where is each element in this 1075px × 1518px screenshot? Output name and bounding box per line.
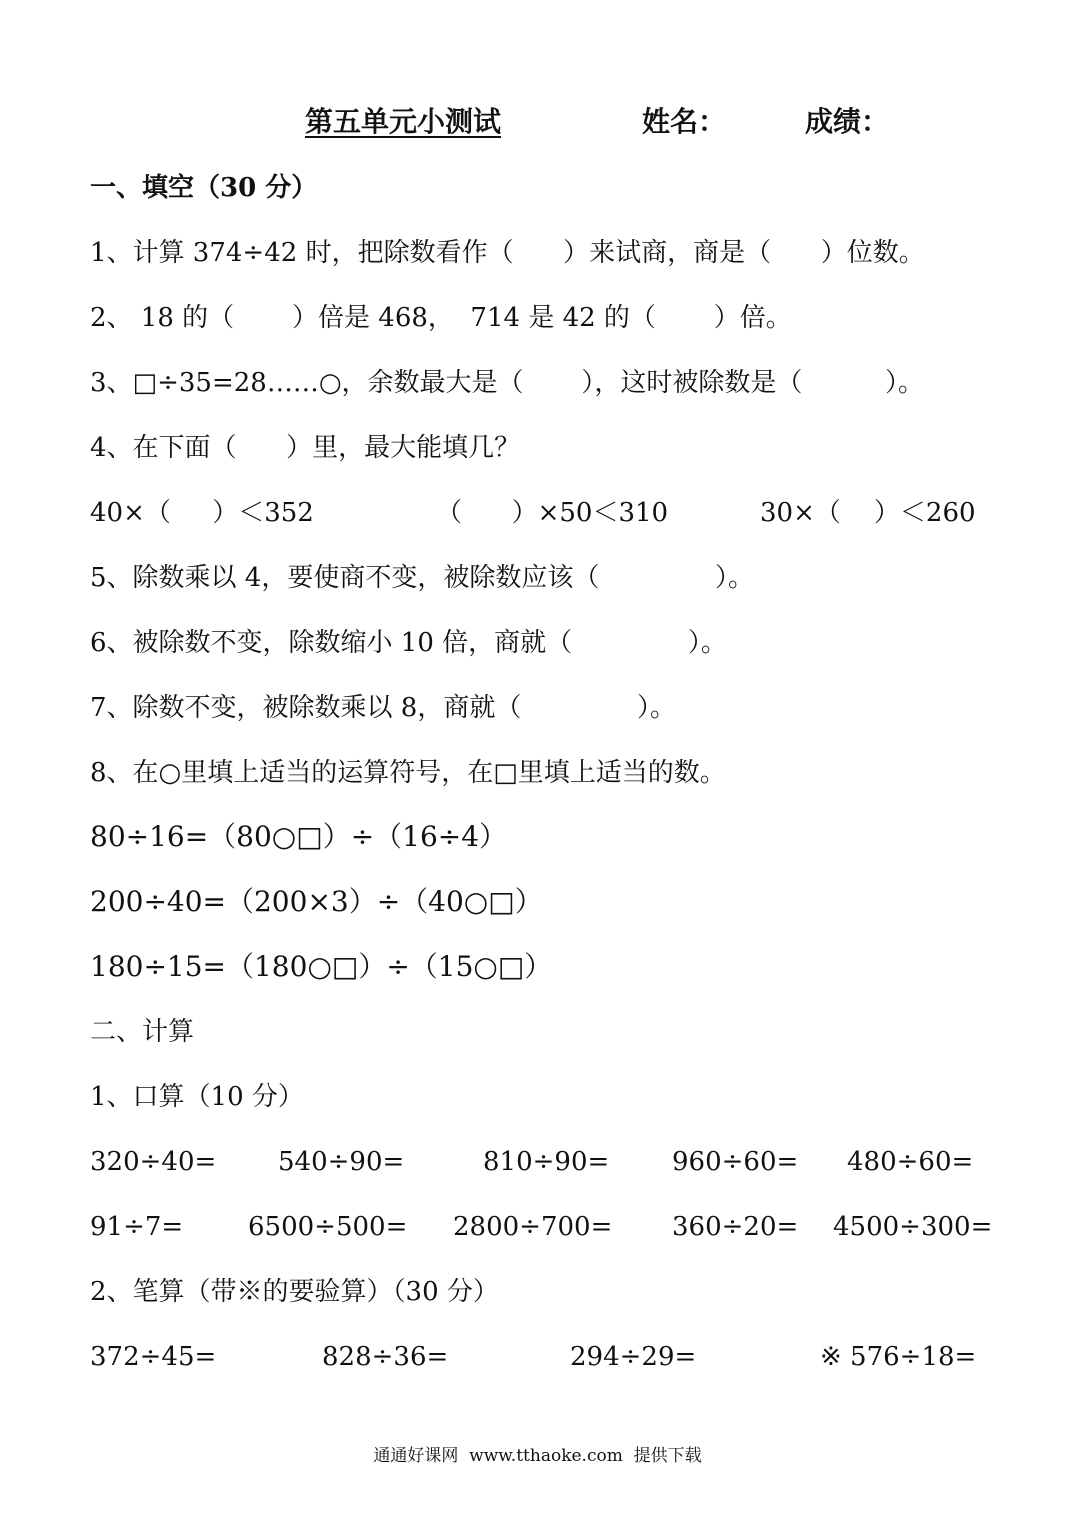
oral-problem: 960÷60= — [672, 1147, 799, 1177]
q4-item-2: （ ）×50＜310 — [436, 498, 669, 528]
oral-problem: 480÷60= — [847, 1147, 974, 1177]
oral-problem: 320÷40= — [90, 1147, 217, 1177]
score-label: 成绩： — [805, 105, 890, 138]
question-1: 1、计算 374÷42 时，把除数看作（ ）来试商，商是（ ）位数。 — [90, 238, 925, 268]
written-problem: 372÷45= — [90, 1342, 217, 1372]
question-2: 2、 18 的（ ）倍是 468， 714 是 42 的（ ）倍。 — [90, 303, 792, 333]
q8-item-1: 80÷16=（80○□）÷（16÷4） — [90, 820, 508, 853]
q4-item-1: 40×（ ）＜352 — [90, 498, 314, 528]
question-5: 5、除数乘以 4，要使商不变，被除数应该（ ）。 — [90, 563, 755, 593]
question-3: 3、□÷35=28……○，余数最大是（ ），这时被除数是（ ）。 — [90, 368, 925, 398]
written-calc-heading: 2、笔算（带※的要验算）（30 分） — [90, 1277, 499, 1307]
question-7: 7、除数不变，被除数乘以 8，商就（ ）。 — [90, 693, 677, 723]
footer-source: 通通好课网 www.tthaoke.com 提供下载 — [373, 1446, 702, 1466]
page-title: 第五单元小测试 — [305, 105, 502, 138]
q8-item-2: 200÷40=（200×3）÷（40○□） — [90, 885, 543, 918]
oral-problem: 2800÷700= — [453, 1212, 613, 1242]
written-problem: 828÷36= — [322, 1342, 449, 1372]
question-8: 8、在○里填上适当的运算符号，在□里填上适当的数。 — [90, 758, 726, 788]
oral-problem: 360÷20= — [672, 1212, 799, 1242]
q8-item-3: 180÷15=（180○□）÷（15○□） — [90, 950, 553, 983]
written-problem: ※ 576÷18= — [820, 1342, 977, 1372]
oral-problem: 91÷7= — [90, 1212, 184, 1242]
oral-calc-heading: 1、口算（10 分） — [90, 1082, 304, 1112]
section1-heading: 一、填空（30 分） — [90, 173, 318, 203]
oral-problem: 4500÷300= — [833, 1212, 993, 1242]
name-label: 姓名： — [642, 105, 727, 138]
oral-problem: 810÷90= — [483, 1147, 610, 1177]
q4-item-3: 30×（ ）＜260 — [760, 498, 976, 528]
question-6: 6、被除数不变，除数缩小 10 倍，商就（ ）。 — [90, 628, 727, 658]
written-problem: 294÷29= — [570, 1342, 697, 1372]
question-4: 4、在下面（ ）里，最大能填几？ — [90, 433, 521, 463]
oral-problem: 6500÷500= — [248, 1212, 408, 1242]
section2-heading: 二、计算 — [90, 1017, 195, 1047]
oral-problem: 540÷90= — [278, 1147, 405, 1177]
